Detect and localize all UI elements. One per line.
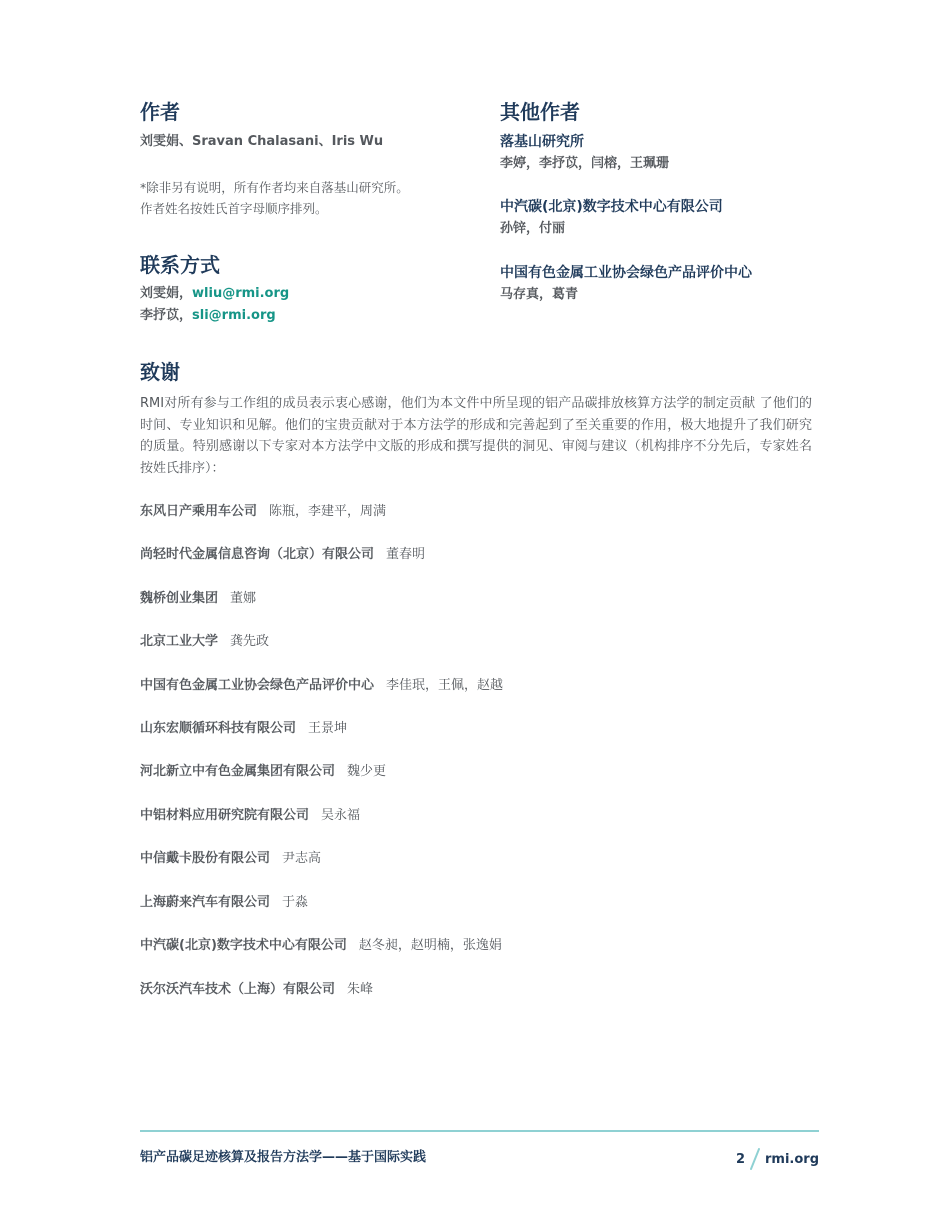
- other-authors-org: 中汽碳(北京)数字技术中心有限公司: [500, 199, 723, 215]
- ack-people: 董春明: [386, 547, 426, 562]
- contact-email-link[interactable]: sli@rmi.org: [192, 308, 276, 323]
- contact-heading: 联系方式: [140, 253, 220, 277]
- footer-page-info: [736, 1147, 819, 1171]
- ack-row: [140, 893, 308, 913]
- author-names: 刘雯娟、Sravan Chalasani、Iris Wu: [140, 134, 384, 149]
- other-authors-heading: 其他作者: [500, 100, 580, 124]
- ack-org: 沃尔沃汽车技术（上海）有限公司: [140, 982, 336, 997]
- acknowledgments-paragraph: RMI对所有参与工作组的成员表示衷心感谢，他们为本文件中所呈现的铝产品碳排放核算方法学的制定贡献 了他们的时间、专业知识和见解。他们的宝贵贡献对于本方法学的形成和完善起到了至关重要的作用，极大地提升了我们研究的质量。特别感谢以下专家对本方法学中文版的形成和撰写提供的洞见、审阅与建议（机构排序不分先后，专家姓名按姓氏排序）：: [140, 396, 812, 476]
- other-authors-org: 中国有色金属工业协会绿色产品评价中心: [500, 265, 752, 281]
- rmi-site-link[interactable]: rmi.org: [765, 1151, 819, 1167]
- ack-row: [140, 545, 425, 565]
- ack-people: 吴永福: [321, 808, 361, 823]
- ack-org: 东风日产乘用车公司: [140, 504, 258, 519]
- ack-people: 陈瓶，李建平，周满: [269, 504, 387, 519]
- ack-org: 山东宏顺循环科技有限公司: [140, 721, 297, 736]
- ack-org: 中国有色金属工业协会绿色产品评价中心: [140, 678, 375, 693]
- ack-row: [140, 806, 360, 826]
- footer-divider: [140, 1130, 819, 1132]
- ack-people: 李佳珉，王佩，赵越: [386, 678, 504, 693]
- ack-row: [140, 502, 386, 522]
- ack-row: [140, 762, 386, 782]
- ack-people: 赵冬昶，赵明楠，张逸娟: [358, 938, 502, 953]
- ack-org: 尚轻时代金属信息咨询（北京）有限公司: [140, 547, 375, 562]
- contact-name: 李抒苡，: [140, 308, 193, 323]
- authors-heading: 作者: [140, 100, 180, 124]
- ack-people: 董娜: [230, 591, 257, 606]
- acknowledgments-heading: 致谢: [140, 360, 180, 384]
- ack-row: [140, 936, 502, 956]
- other-authors-people: 马存真，葛青: [500, 287, 579, 302]
- ack-row: [140, 676, 503, 696]
- slash-divider-icon: [749, 1148, 761, 1170]
- other-authors-org: 落基山研究所: [500, 134, 584, 150]
- ack-people: 朱峰: [347, 982, 374, 997]
- ack-people: 于淼: [282, 895, 309, 910]
- ack-row: [140, 980, 373, 1000]
- ack-row: [140, 632, 269, 652]
- ack-people: 龚先政: [230, 634, 270, 649]
- ack-org: 北京工业大学: [140, 634, 219, 649]
- other-authors-people: 孙锌，付丽: [500, 221, 566, 236]
- other-authors-people: 李婷，李抒苡，闫榕，王珮珊: [500, 156, 670, 171]
- contact-name: 刘雯娟，: [140, 286, 193, 301]
- ack-people: 魏少更: [347, 764, 387, 779]
- contact-email-link[interactable]: wliu@rmi.org: [192, 286, 290, 301]
- ack-org: 上海蔚来汽车有限公司: [140, 895, 271, 910]
- page-number: 2: [735, 1151, 745, 1167]
- ack-org: 中汽碳(北京)数字技术中心有限公司: [140, 938, 347, 953]
- ack-row: [140, 849, 321, 869]
- ack-org: 中信戴卡股份有限公司: [140, 851, 271, 866]
- authors-note-line-2: 作者姓名按姓氏首字母顺序排列。: [140, 201, 328, 216]
- footer-document-title: 铝产品碳足迹核算及报告方法学——基于国际实践: [140, 1150, 427, 1165]
- authors-note-line-1: *除非另有说明，所有作者均来自落基山研究所。: [140, 180, 409, 195]
- ack-people: 尹志高: [282, 851, 322, 866]
- ack-org: 魏桥创业集团: [140, 591, 219, 606]
- ack-row: [140, 719, 347, 739]
- ack-org: 河北新立中有色金属集团有限公司: [140, 764, 336, 779]
- contact-entry: [140, 284, 289, 304]
- ack-org: 中铝材料应用研究院有限公司: [140, 808, 310, 823]
- ack-people: 王景坤: [308, 721, 348, 736]
- contact-entry: [140, 306, 276, 326]
- ack-row: [140, 589, 256, 609]
